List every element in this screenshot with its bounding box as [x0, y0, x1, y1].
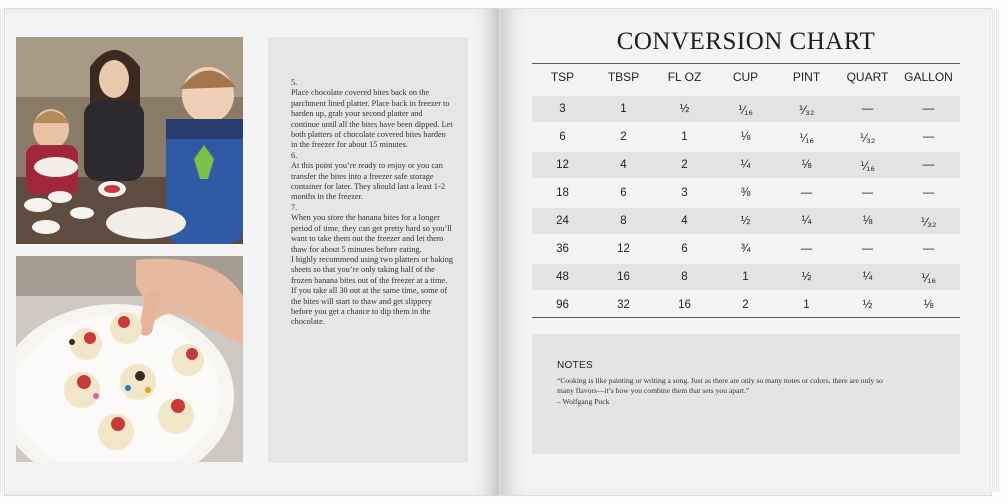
family-photo: [16, 37, 243, 244]
table-row: [532, 180, 960, 206]
table-cell: ½: [679, 103, 690, 115]
table-cell: —: [800, 187, 813, 199]
header-tbsp: TBSP: [607, 70, 640, 84]
table-cell: —: [861, 243, 874, 255]
table-cell: ⅛: [740, 131, 751, 143]
table-cell: —: [800, 243, 813, 255]
step-number: 7.: [291, 202, 298, 212]
table-cell: ¼: [740, 159, 751, 171]
table-row: [532, 152, 960, 178]
table-top-rule: [532, 63, 960, 64]
table-cell: ⅛: [923, 299, 934, 311]
table-cell: 1: [742, 271, 749, 283]
table-cell: 4: [681, 215, 688, 227]
table-cell: ⅟₃₂: [859, 133, 876, 145]
chart-title: CONVERSION CHART: [616, 28, 876, 55]
table-cell: ⅟₁₆: [737, 105, 754, 117]
table-cell: ½: [740, 215, 751, 227]
header-fl-oz: FL OZ: [667, 70, 702, 84]
table-cell: ½: [801, 271, 812, 283]
tip-text: If you take all 30 out at the same time, some of the bites will start to thaw and get slippery before you get a chance to dip them in the chocolate.: [291, 286, 448, 327]
table-cell: ⅛: [862, 215, 873, 227]
table-cell: 16: [617, 271, 630, 283]
table-cell: ⅟₁₆: [798, 133, 815, 145]
table-cell: 18: [556, 187, 569, 199]
step-text: Place chocolate covered bites back on the parchment lined platter. Place back in freezer to harden up, grab your second platter and continue until all the bites have been dipped. Let both platters of chocolate covered bites harden in the freezer for about 15 minutes.: [291, 88, 453, 150]
table-cell: 96: [556, 299, 569, 311]
header-quart: QUART: [846, 70, 889, 84]
step-number: 5.: [291, 78, 298, 87]
table-cell: —: [922, 243, 935, 255]
table-row: [532, 124, 960, 150]
table-cell: 3: [559, 103, 566, 115]
table-row: [532, 292, 960, 318]
step-text: At this point you’re ready to enjoy or you can transfer the bites into a freezer safe storage container for later. They should last a least 1-2 months in the freezer.: [291, 161, 445, 202]
table-cell: ⅟₃₂: [920, 217, 937, 229]
table-cell: 8: [620, 215, 627, 227]
table-cell: ⅜: [740, 187, 751, 199]
table-cell: ⅛: [801, 159, 812, 171]
table-cell: 4: [620, 159, 627, 171]
table-cell: ⅟₁₆: [859, 161, 876, 173]
notes-author: – Wolfgang Puck: [557, 397, 610, 406]
table-row: [532, 236, 960, 262]
table-cell: —: [861, 103, 874, 115]
header-cup: CUP: [732, 70, 759, 84]
recipe-instructions: [291, 78, 453, 328]
tip-text: I highly recommend using two platters or baking sheets so that you’re only taking half of the frozen banana bites out of the freezer at a time.: [291, 254, 453, 285]
table-cell: 2: [620, 131, 627, 143]
table-cell: ½: [862, 299, 873, 311]
table-cell: 2: [681, 159, 688, 171]
table-cell: —: [861, 187, 874, 199]
table-cell: 6: [559, 131, 566, 143]
table-cell: 3: [681, 187, 688, 199]
step-number: 6.: [291, 150, 298, 160]
table-row: [532, 208, 960, 234]
table-cell: ¾: [740, 243, 751, 255]
table-cell: 1: [620, 103, 627, 115]
table-cell: 6: [681, 243, 688, 255]
table-cell: 1: [681, 131, 688, 143]
table-cell: ⅟₃₂: [798, 105, 815, 117]
notes-title: NOTES: [557, 360, 593, 371]
table-cell: 12: [556, 159, 569, 171]
notes-quote: “Cooking is like painting or writing a song. Just as there are only so many notes or colors, there are only so many flavors—it’s how you combine them that sets you apart.”: [557, 376, 883, 395]
table-cell: —: [922, 131, 935, 143]
banana-bites-photo: [16, 256, 243, 462]
table-cell: ⅟₁₆: [920, 273, 937, 285]
table-cell: 8: [681, 271, 688, 283]
table-cell: —: [922, 159, 935, 171]
table-cell: 1: [803, 299, 810, 311]
table-cell: 16: [678, 299, 691, 311]
step-text: When you store the banana bites for a longer period of time, they can get pretty hard so you’ll want to take them out the freezer and let them thaw for about 5 minutes before eating.: [291, 213, 452, 254]
table-cell: 6: [620, 187, 627, 199]
header-gallon: GALLON: [904, 70, 953, 84]
table-cell: 24: [556, 215, 569, 227]
table-bottom-rule: [532, 317, 960, 318]
table-cell: 2: [742, 299, 749, 311]
table-header-row: [532, 70, 960, 88]
header-pint: PINT: [792, 70, 821, 84]
page-edge-right: [990, 10, 1000, 492]
table-cell: 48: [556, 271, 569, 283]
table-row: [532, 96, 960, 122]
table-cell: 32: [617, 299, 630, 311]
table-cell: —: [922, 187, 935, 199]
table-cell: 36: [556, 243, 569, 255]
table-row: [532, 264, 960, 290]
table-cell: —: [922, 103, 935, 115]
table-cell: 12: [617, 243, 630, 255]
table-cell: ¼: [862, 271, 873, 283]
header-tsp: TSP: [550, 70, 575, 84]
table-cell: ¼: [801, 215, 812, 227]
